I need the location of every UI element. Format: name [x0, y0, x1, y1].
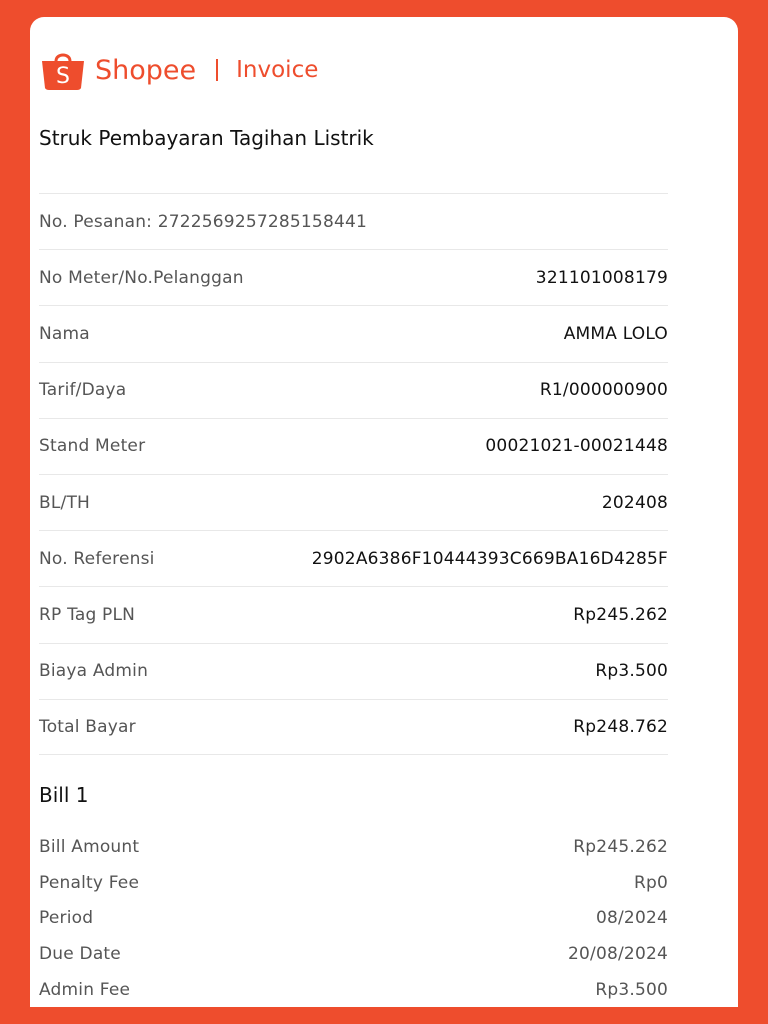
bill-value: 08/2024 [595, 908, 668, 929]
invoice-header [39, 50, 318, 90]
document-title: Struk Pembayaran Tagihan Listrik [39, 126, 374, 150]
detail-row [39, 249, 668, 305]
header-divider [216, 59, 218, 81]
detail-value: AMMA LOLO [563, 323, 668, 344]
shopee-bag-icon [39, 50, 87, 90]
detail-label: BL/TH [39, 492, 91, 513]
detail-label: RP Tag PLN [39, 604, 136, 625]
detail-label: Biaya Admin [39, 661, 149, 682]
detail-label: Total Bayar [39, 716, 136, 737]
total-row [39, 699, 668, 755]
bill-value: Rp3.500 [595, 980, 668, 1001]
details-list [39, 193, 668, 755]
detail-value: R1/000000900 [539, 380, 668, 401]
bill-row [39, 829, 668, 865]
bill-label: Bill Amount [39, 836, 140, 857]
bill-value: Rp245.262 [573, 836, 668, 857]
detail-value: 2902A6386F10444393C669BA16D4285F [311, 548, 668, 569]
detail-value: 00021021-00021448 [485, 436, 668, 457]
detail-row [39, 474, 668, 530]
detail-value: 321101008179 [535, 267, 668, 288]
detail-row [39, 643, 668, 699]
detail-row [39, 362, 668, 418]
detail-label: Nama [39, 323, 90, 344]
bill-label: Penalty Fee [39, 872, 140, 893]
logo-letter: S [56, 64, 70, 89]
bill-value: 20/08/2024 [568, 944, 668, 965]
detail-label: No Meter/No.Pelanggan [39, 267, 244, 288]
bill-label: Admin Fee [39, 980, 131, 1001]
detail-label: No. Referensi [39, 548, 155, 569]
detail-row [39, 586, 668, 642]
detail-label: Stand Meter [39, 436, 146, 457]
bill-row [39, 972, 668, 1008]
detail-row [39, 305, 668, 361]
bill-value: Rp0 [633, 872, 668, 893]
bill-row [39, 936, 668, 972]
bill-list [39, 829, 668, 1008]
brand-name: Shopee [95, 54, 197, 86]
total-value: Rp248.762 [573, 716, 668, 737]
section-label: Invoice [236, 57, 319, 83]
order-number-row [39, 193, 668, 249]
detail-value: Rp245.262 [573, 604, 668, 625]
detail-label: Tarif/Daya [39, 380, 127, 401]
bill-title: Bill 1 [39, 783, 89, 807]
order-number: No. Pesanan: 2722569257285158441 [39, 211, 368, 232]
detail-value: 202408 [601, 492, 668, 513]
detail-row [39, 418, 668, 474]
detail-row [39, 530, 668, 586]
bill-label: Period [39, 908, 94, 929]
bill-row [39, 865, 668, 901]
detail-value: Rp3.500 [595, 661, 668, 682]
bill-label: Due Date [39, 944, 121, 965]
bill-row [39, 901, 668, 937]
